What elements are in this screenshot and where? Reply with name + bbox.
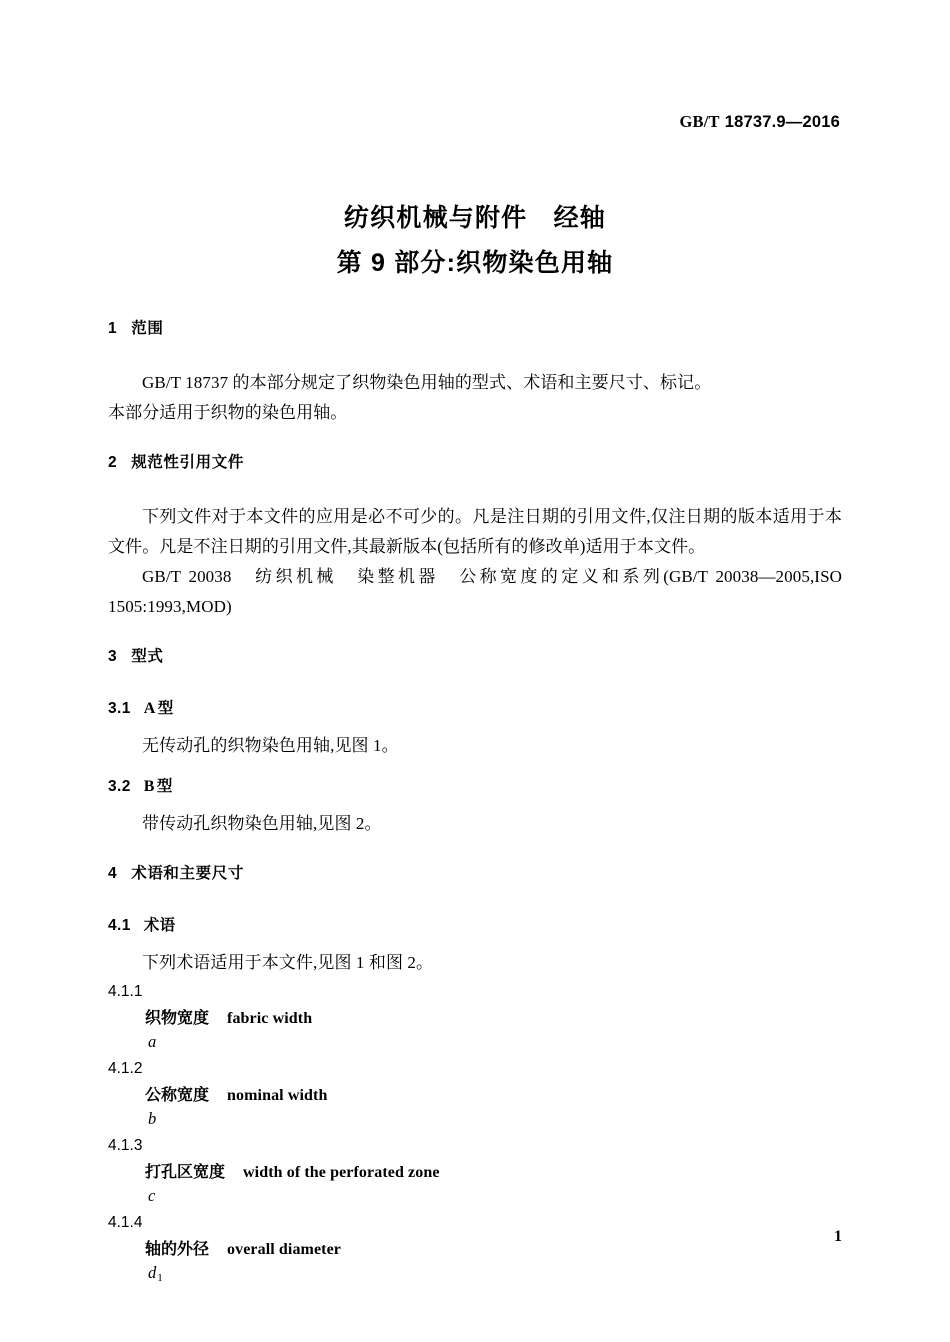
term-clause-number: 4.1.2	[108, 1060, 143, 1077]
spacer	[108, 839, 842, 861]
running-header	[680, 112, 840, 132]
section-title-3: 型式	[131, 648, 164, 665]
section-title-2: 规范性引用文件	[131, 454, 244, 471]
term-entry	[108, 1005, 842, 1028]
document-body	[108, 316, 842, 1289]
subsection-type-letter-a: A	[143, 700, 156, 717]
term-entry	[108, 1159, 842, 1182]
term-symbol	[108, 1028, 842, 1055]
subsection-number-3-1: 3.1	[108, 700, 131, 717]
term-symbol	[108, 1105, 842, 1132]
spacer	[108, 472, 842, 502]
normative-reference-1: GB/T 20038 纺织机械 染整机器 公称宽度的定义和系列(GB/T 20038—2005,ISO 1505:1993,MOD)	[108, 567, 842, 616]
section-2-paragraph-1: 下列文件对于本文件的应用是必不可少的。凡是注日期的引用文件,仅注日期的版本适用于本文件。凡是不注日期的引用文件,其最新版本(包括所有的修改单)适用于本文件。	[108, 507, 842, 556]
spacer	[108, 622, 842, 644]
section-heading-2	[108, 450, 842, 472]
section-title-1: 范围	[131, 320, 164, 337]
term-name-en: overall diameter	[227, 1241, 342, 1258]
subsection-number-3-2: 3.2	[108, 778, 131, 795]
section-number-4: 4	[108, 865, 118, 882]
subsection-title-4-1: 术语	[143, 917, 176, 934]
section-heading-1	[108, 316, 842, 338]
term-entry	[108, 1082, 842, 1105]
subsection-heading-3-1	[108, 696, 842, 718]
term-entry	[108, 1236, 842, 1259]
term-symbol-base: b	[148, 1109, 157, 1128]
section-number-2: 2	[108, 454, 118, 471]
term-clause-number: 4.1.4	[108, 1214, 143, 1231]
term-symbol	[108, 1259, 842, 1289]
term-clause-number: 4.1.3	[108, 1137, 143, 1154]
spacer	[108, 338, 842, 368]
subsection-4-1-body: 下列术语适用于本文件,见图 1 和图 2。	[142, 953, 434, 972]
spacer	[108, 761, 842, 774]
spacer	[108, 796, 842, 809]
spacer	[108, 883, 842, 913]
section-number-3: 3	[108, 648, 118, 665]
subsection-3-1-body: 无传动孔的织物染色用轴,见图 1。	[142, 736, 399, 755]
term-name-cn: 公称宽度	[145, 1087, 210, 1104]
section-1-paragraph-2: 本部分适用于织物的染色用轴。	[108, 403, 348, 422]
subsection-3-2-body: 带传动孔织物染色用轴,见图 2。	[142, 814, 382, 833]
term-name-en: nominal width	[227, 1087, 328, 1104]
section-1-paragraph-1: GB/T 18737 的本部分规定了织物染色用轴的型式、术语和主要尺寸、标记。	[142, 373, 712, 392]
subsection-number-4-1: 4.1	[108, 917, 131, 934]
subsection-heading-4-1	[108, 913, 842, 935]
spacer	[108, 935, 842, 948]
term-name-en: width of the perforated zone	[243, 1164, 440, 1181]
term-name-cn: 织物宽度	[145, 1010, 210, 1027]
section-title-4: 术语和主要尺寸	[131, 865, 244, 882]
subsection-title-3-1: 型	[157, 700, 174, 717]
spacer	[108, 718, 842, 731]
standard-prefix: GB/T	[679, 112, 720, 131]
term-name-en: fabric width	[227, 1010, 313, 1027]
subsection-heading-3-2	[108, 774, 842, 796]
section-number-1: 1	[108, 320, 118, 337]
term-name-cn: 打孔区宽度	[145, 1164, 226, 1181]
term-symbol	[108, 1182, 842, 1209]
document-title	[0, 196, 950, 286]
subsection-type-letter-b: B	[143, 778, 155, 795]
term-clause-number: 4.1.1	[108, 983, 143, 1000]
section-heading-3	[108, 644, 842, 666]
subsection-title-3-2: 型	[156, 778, 173, 795]
spacer	[108, 428, 842, 450]
title-line-2: 第 9 部分:织物染色用轴	[336, 249, 614, 277]
term-symbol-subscript: 1	[157, 1272, 163, 1284]
title-line-1: 纺织机械与附件 经轴	[343, 204, 606, 232]
term-symbol-base: a	[148, 1032, 157, 1051]
term-symbol-base: d	[148, 1263, 157, 1282]
section-heading-4	[108, 861, 842, 883]
term-symbol-base: c	[148, 1186, 156, 1205]
standard-number: 18737.9—2016	[724, 113, 840, 131]
page-number: 1	[834, 1228, 842, 1245]
term-name-cn: 轴的外径	[145, 1241, 210, 1258]
spacer	[108, 666, 842, 696]
